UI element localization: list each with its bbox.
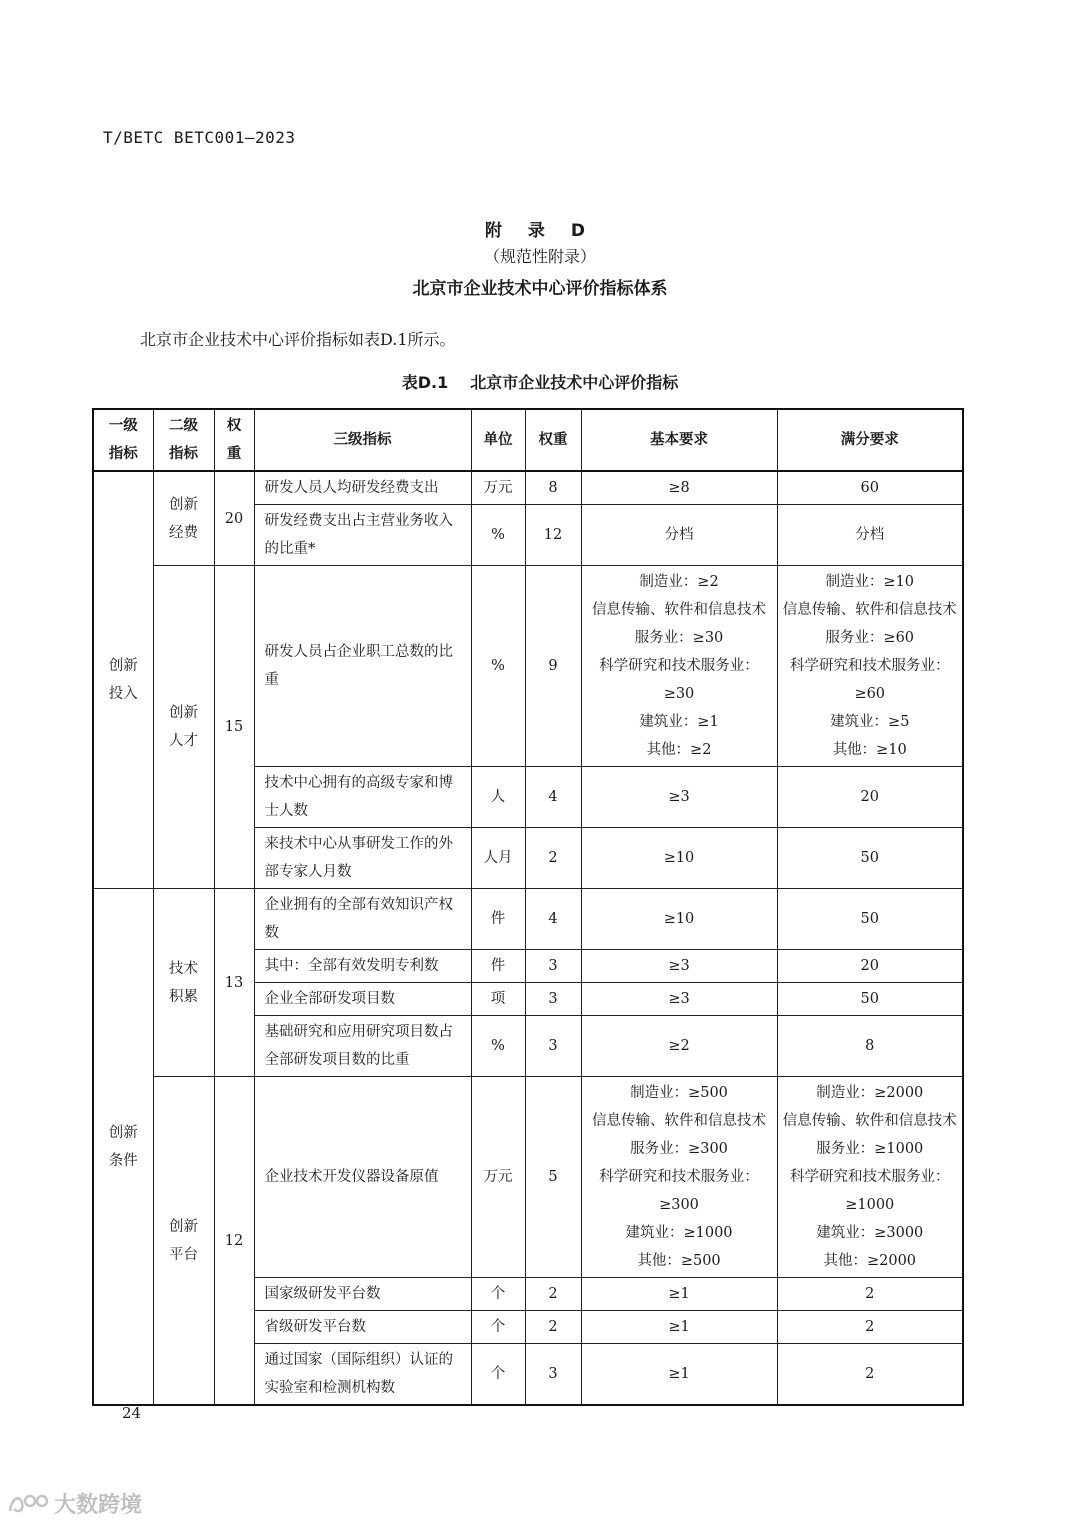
weight-cell: 3 [525,983,581,1016]
full-score-cell: 20 [777,767,963,828]
full-score-cell: 50 [777,828,963,889]
indicator-name-cell: 企业全部研发项目数 [254,983,471,1016]
basic-requirement-cell: ≥3 [581,950,777,983]
unit-cell: 人 [471,767,525,828]
header-level3: 三级指标 [254,409,471,471]
indicator-name-cell: 企业技术开发仪器设备原值 [254,1077,471,1278]
weight-cell: 12 [525,505,581,566]
weight-cell: 3 [525,1344,581,1406]
indicator-name-cell: 通过国家（国际组织）认证的实验室和检测机构数 [254,1344,471,1406]
table-header-row [93,409,963,471]
full-score-cell: 20 [777,950,963,983]
weight-cell: 4 [525,767,581,828]
header-weight3: 权重 [525,409,581,471]
unit-cell: 人月 [471,828,525,889]
basic-requirement-cell: ≥10 [581,828,777,889]
watermark-text: 大数跨境 [54,1493,143,1518]
indicator-name-cell: 来技术中心从事研发工作的外部专家人月数 [254,828,471,889]
intro-paragraph: 北京市企业技术中心评价指标如表D.1所示。 [140,330,456,349]
full-score-cell: 50 [777,889,963,950]
indicator-name-cell: 研发经费支出占主营业务收入的比重* [254,505,471,566]
weight-cell: 2 [525,1311,581,1344]
indicator-name-cell: 国家级研发平台数 [254,1278,471,1311]
evaluation-index-table [92,408,964,1406]
basic-requirement-cell: ≥1 [581,1278,777,1311]
unit-cell: % [471,566,525,767]
unit-cell: 件 [471,889,525,950]
weight-cell: 4 [525,889,581,950]
indicator-name-cell: 省级研发平台数 [254,1311,471,1344]
unit-cell: 个 [471,1278,525,1311]
watermark [6,1488,142,1519]
unit-cell: % [471,1016,525,1077]
header-basic: 基本要求 [581,409,777,471]
level2-cell: 创新 经费 [153,471,214,566]
basic-requirement-cell: ≥10 [581,889,777,950]
level2-weight-cell: 13 [214,889,254,1077]
level2-weight-cell: 12 [214,1077,254,1406]
level1-cell: 创新 条件 [93,889,153,1406]
weight-cell: 2 [525,828,581,889]
basic-requirement-cell: ≥8 [581,471,777,505]
level1-cell: 创新 投入 [93,471,153,889]
table-row [93,471,963,505]
weight-cell: 5 [525,1077,581,1278]
basic-requirement-cell: 分档 [581,505,777,566]
unit-cell: 件 [471,950,525,983]
weight-cell: 8 [525,471,581,505]
full-score-cell: 8 [777,1016,963,1077]
appendix-nature: （规范性附录） [483,247,596,266]
full-score-cell: 2 [777,1278,963,1311]
full-score-cell: 2 [777,1311,963,1344]
basic-requirement-cell: 制造业：≥500 信息传输、软件和信息技术服务业：≥300 科学研究和技术服务业：≥300 建筑业：≥1000 其他：≥500 [581,1077,777,1278]
indicator-name-cell: 研发人员占企业职工总数的比重 [254,566,471,767]
table-caption-title: 北京市企业技术中心评价指标 [470,373,679,392]
appendix-title: 北京市企业技术中心评价指标体系 [412,279,668,299]
page-number: 24 [122,1404,142,1422]
standard-code: T/BETC BETC001—2023 [103,128,296,147]
full-score-cell: 2 [777,1344,963,1406]
header-level1: 一级 指标 [93,409,153,471]
indicator-name-cell: 企业拥有的全部有效知识产权数 [254,889,471,950]
full-score-cell: 分档 [777,505,963,566]
level2-weight-cell: 20 [214,471,254,566]
header-weight2: 权 重 [214,409,254,471]
unit-cell: 万元 [471,471,525,505]
full-score-cell: 制造业：≥10 信息传输、软件和信息技术服务业：≥60 科学研究和技术服务业：≥60 建筑业：≥5 其他：≥10 [777,566,963,767]
unit-cell: 个 [471,1311,525,1344]
level2-weight-cell: 15 [214,566,254,889]
watermark-logo-icon [6,1491,50,1517]
indicator-name-cell: 其中：全部有效发明专利数 [254,950,471,983]
basic-requirement-cell: ≥1 [581,1344,777,1406]
basic-requirement-cell: ≥3 [581,767,777,828]
weight-cell: 3 [525,1016,581,1077]
indicator-name-cell: 研发人员人均研发经费支出 [254,471,471,505]
level2-cell: 创新 平台 [153,1077,214,1406]
table-row [93,1077,963,1278]
appendix-label: 附 录 D [485,221,595,241]
table-caption-number: 表D.1 [401,373,449,392]
table-row [93,889,963,950]
unit-cell: 个 [471,1344,525,1406]
weight-cell: 9 [525,566,581,767]
full-score-cell: 60 [777,471,963,505]
level2-cell: 创新 人才 [153,566,214,889]
basic-requirement-cell: ≥2 [581,1016,777,1077]
table-caption [0,370,1080,393]
unit-cell: % [471,505,525,566]
full-score-cell: 50 [777,983,963,1016]
basic-requirement-cell: ≥1 [581,1311,777,1344]
indicator-name-cell: 技术中心拥有的高级专家和博士人数 [254,767,471,828]
level2-cell: 技术 积累 [153,889,214,1077]
table-row [93,566,963,767]
weight-cell: 3 [525,950,581,983]
basic-requirement-cell: 制造业：≥2 信息传输、软件和信息技术服务业：≥30 科学研究和技术服务业：≥30 建筑业：≥1 其他：≥2 [581,566,777,767]
header-full: 满分要求 [777,409,963,471]
indicator-name-cell: 基础研究和应用研究项目数占全部研发项目数的比重 [254,1016,471,1077]
basic-requirement-cell: ≥3 [581,983,777,1016]
unit-cell: 项 [471,983,525,1016]
full-score-cell: 制造业：≥2000 信息传输、软件和信息技术服务业：≥1000 科学研究和技术服务业：≥1000 建筑业：≥3000 其他：≥2000 [777,1077,963,1278]
unit-cell: 万元 [471,1077,525,1278]
header-unit: 单位 [471,409,525,471]
weight-cell: 2 [525,1278,581,1311]
header-level2: 二级 指标 [153,409,214,471]
